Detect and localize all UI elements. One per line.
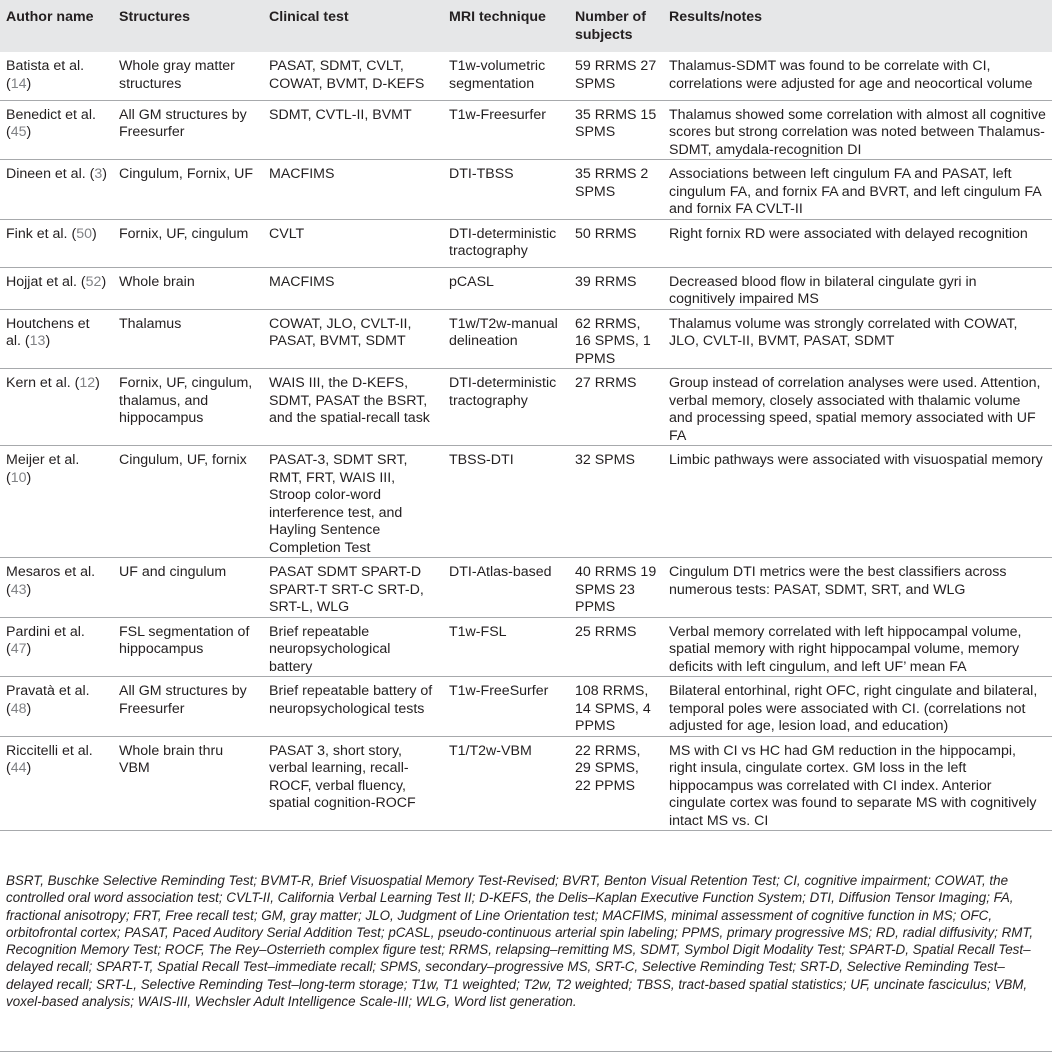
header-row: [0, 0, 1052, 52]
clinical-test-cell: WAIS III, the D-KEFS, SDMT, PASAT the BSRT, and the spatial-recall task: [269, 375, 430, 426]
author-name: Dineen et al.: [6, 166, 86, 182]
reference-link[interactable]: 14: [10, 75, 27, 92]
results-cell: Decreased blood flow in bilateral cingulate gyri in cognitively impaired MS: [669, 273, 977, 307]
table-row: [0, 617, 1052, 677]
clinical-test-cell: SDMT, CVTL-II, BVMT: [269, 106, 412, 123]
subjects-cell: 35 RRMS 2 SPMS: [575, 166, 649, 200]
table-row: [0, 558, 1052, 618]
author-cell: Pravatà et al. (48): [6, 683, 90, 717]
header-results: Results/notes: [669, 9, 763, 25]
table-row: [0, 52, 1052, 100]
structures-cell: Thalamus: [119, 315, 182, 332]
author-cell: Dineen et al. (3): [6, 166, 107, 182]
reference-link[interactable]: 43: [10, 581, 27, 598]
results-cell: MS with CI vs HC had GM reduction in the hippocampi, right insula, cingulate cortex. GM loss in the left hippocampus was correlated with CI index. Anterior cingulate cortex was found to separate MS with cognitively intact MS vs. CI: [669, 742, 1037, 829]
structures-cell: Fornix, UF, cingulum: [119, 225, 249, 242]
clinical-test-cell: PASAT, SDMT, CVLT, COWAT, BVMT, D-KEFS: [269, 58, 425, 92]
reference-link[interactable]: 3: [94, 166, 103, 182]
author-cell: Fink et al. (50): [6, 225, 97, 242]
clinical-test-cell: Brief repeatable battery of neuropsychological tests: [269, 683, 433, 717]
author-name: Houtchens et al.: [6, 315, 90, 349]
structures-cell: Cingulum, Fornix, UF: [119, 166, 254, 182]
subjects-cell: 108 RRMS, 14 SPMS, 4 PPMS: [575, 683, 651, 734]
author-name: Hojjat et al.: [6, 273, 77, 290]
author-name: Mesaros et al.: [6, 564, 96, 580]
subjects-cell: 22 RRMS, 29 SPMS, 22 PPMS: [575, 742, 641, 794]
reference-link[interactable]: 45: [10, 124, 27, 140]
author-name: Meijer et al.: [6, 452, 80, 468]
header-mri-technique: MRI technique: [449, 9, 546, 25]
mri-technique-cell: T1w/T2w-manual delineation: [449, 315, 558, 349]
author-name: Fink et al.: [6, 225, 68, 242]
reference-link[interactable]: 44: [10, 760, 27, 776]
structures-cell: All GM structures by Freesurfer: [119, 683, 247, 717]
table-row: [0, 309, 1052, 369]
results-cell: Limbic pathways were associated with visuospatial memory: [669, 452, 1043, 468]
subjects-cell: 59 RRMS 27 SPMS: [575, 58, 657, 92]
clinical-test-cell: Brief repeatable neuropsychological battery: [269, 623, 391, 675]
reference-link[interactable]: 52: [85, 273, 102, 290]
table-row: [0, 267, 1052, 309]
mri-technique-cell: DTI-deterministic tractography: [449, 375, 557, 409]
subjects-cell: 62 RRMS, 16 SPMS, 1 PPMS: [575, 315, 651, 367]
results-cell: Group instead of correlation analyses were used. Attention, verbal memory, closely associated with thalamic volume and processing speed, spatial memory associated with UF FA: [669, 375, 1041, 444]
author-cell: Meijer et al. (10): [6, 452, 80, 486]
author-cell: Riccitelli et al. (44): [6, 742, 93, 776]
results-cell: Thalamus showed some correlation with almost all cognitive scores but strong correlation was noted between Thalamus-SDMT, amydala-recognition DI: [669, 106, 1046, 158]
author-name: Pravatà et al.: [6, 683, 90, 699]
table-footnote: BSRT, Buschke Selective Reminding Test; BVMT-R, Brief Visuospatial Memory Test-Revised; BVRT, Benton Visual Retention Test; CI, cognitive impairment; COWAT, the controlled oral word association test; CVLT-II, California Verbal Learning Test II; D-KEFS, the Delis–Kaplan Executive Function System; DTI, Diffusion Tensor Imaging; FA, fractional anisotropy; FRT, Free recall test; GM, gray matter; JLO, Judgment of Line Orientation test; MACFIMS, minimal assessment of cognitive function in MS; OFC, orbitofrontal cortex; PASAT, Paced Auditory Serial Addition Test; pCASL, pseudo-continuous arterial spin labeling; PPMS, primary progressive MS; RD, radial diffusivity; RMT, Recognition Memory Test; ROCF, The Rey–Osterrieth complex figure test; RRMS, relapsing–remitting MS, SDMT, Symbol Digit Modality Test; SPART-D, Spatial Recall Test–delayed recall; SPART-T, Spatial Recall Test–immediate recall; SPMS, secondary–progressive MS, SRT-C, Selective Reminding Test; SRT-D, Selective Reminding Test–delayed recall; SRT-L, Selective Reminding Test–long-term storage; T1w, T1 weighted; T2w, T2 weighted; TBSS, tract-based spatial statistics; UF, uncinate fasciculus; VBM, voxel-based analysis; WAIS-III, Wechsler Adult Intelligence Scale-III; WLG, Word list generation.: [6, 873, 1034, 1010]
author-cell: Mesaros et al. (43): [6, 564, 96, 598]
clinical-test-cell: MACFIMS: [269, 273, 335, 290]
subjects-cell: 32 SPMS: [575, 452, 635, 468]
mri-technique-cell: DTI-deterministic tractography: [449, 225, 557, 259]
structures-cell: Whole brain: [119, 273, 195, 290]
header-subjects: Number of subjects: [575, 9, 646, 43]
clinical-test-cell: PASAT SDMT SPART-D SPART-T SRT-C SRT-D, SRT-L, WLG: [269, 564, 424, 615]
mri-technique-cell: T1w-Freesurfer: [449, 106, 546, 123]
subjects-cell: 35 RRMS 15 SPMS: [575, 106, 657, 140]
mri-technique-cell: T1w-FSL: [449, 623, 507, 640]
results-cell: Thalamus volume was strongly correlated with COWAT, JLO, CVLT-II, BVMT, PASAT, SDMT: [669, 315, 1018, 349]
author-name: Riccitelli et al.: [6, 742, 93, 759]
mri-technique-cell: T1w-volumetric segmentation: [449, 58, 546, 92]
author-cell: Kern et al. (12): [6, 375, 100, 391]
reference-link[interactable]: 12: [79, 375, 96, 391]
results-cell: Right fornix RD were associated with delayed recognition: [669, 225, 1028, 242]
subjects-cell: 27 RRMS: [575, 375, 637, 391]
table-row: [0, 100, 1052, 160]
header-structures: Structures: [119, 9, 190, 25]
reference-link[interactable]: 10: [10, 469, 27, 486]
mri-technique-cell: T1/T2w-VBM: [449, 742, 532, 759]
author-name: Kern et al.: [6, 375, 71, 391]
results-cell: Associations between left cingulum FA and PASAT, left cingulum FA, and fornix FA and BVRT, and left cingulum FA and fornix FA CVLT-II: [669, 166, 1041, 217]
table-row: [0, 446, 1052, 558]
structures-cell: Whole gray matter structures: [119, 58, 235, 92]
mri-technique-cell: T1w-FreeSurfer: [449, 683, 549, 699]
structures-cell: Whole brain thru VBM: [119, 742, 224, 776]
table-row: [0, 677, 1052, 737]
clinical-test-cell: COWAT, JLO, CVLT-II, PASAT, BVMT, SDMT: [269, 315, 412, 349]
table-row: [0, 160, 1052, 220]
mri-technique-cell: pCASL: [449, 273, 494, 290]
structures-cell: FSL segmentation of hippocampus: [119, 623, 250, 657]
author-cell: Batista et al. (14): [6, 58, 85, 92]
author-cell: Benedict et al. (45): [6, 106, 96, 140]
structures-cell: All GM structures by Freesurfer: [119, 106, 247, 140]
reference-link[interactable]: 50: [76, 225, 92, 242]
author-cell: Hojjat et al. (52): [6, 273, 107, 290]
reference-link[interactable]: 48: [10, 700, 27, 717]
structures-cell: Fornix, UF, cingulum, thalamus, and hippocampus: [119, 375, 253, 426]
author-name: Benedict et al.: [6, 106, 96, 123]
results-cell: Thalamus-SDMT was found to be correlate with CI, correlations were adjusted for age and neocortical volume: [669, 58, 1033, 92]
author-name: Pardini et al.: [6, 623, 85, 640]
clinical-test-cell: PASAT-3, SDMT SRT, RMT, FRT, WAIS III, Stroop color-word interference test, and Hayling Sentence Completion Test: [269, 452, 408, 556]
results-cell: Bilateral entorhinal, right OFC, right cingulate and bilateral, temporal poles were associated with CI. (correlations not adjusted for age, lesion load, and education): [669, 683, 1038, 734]
results-cell: Cingulum DTI metrics were the best classifiers across numerous tests: PASAT, SDMT, SRT, and WLG: [669, 564, 1007, 598]
structures-cell: UF and cingulum: [119, 564, 227, 580]
mri-technique-cell: DTI-TBSS: [449, 166, 514, 182]
results-cell: Verbal memory correlated with left hippocampal volume, spatial memory with right hippocampal volume, memory deficits with left cingulum, and left UF’ mean FA: [669, 623, 1022, 675]
mri-technique-cell: DTI-Atlas-based: [449, 564, 552, 580]
subjects-cell: 39 RRMS: [575, 273, 637, 290]
author-cell: Pardini et al. (47): [6, 623, 85, 657]
reference-link[interactable]: 47: [10, 641, 27, 657]
header-clinical-test: Clinical test: [269, 9, 349, 25]
reference-link[interactable]: 13: [29, 333, 46, 349]
subjects-cell: 50 RRMS: [575, 225, 637, 242]
clinical-test-cell: CVLT: [269, 225, 305, 242]
header-author: Author name: [6, 9, 94, 25]
table-row: [0, 369, 1052, 446]
author-cell: Houtchens et al. (13): [6, 315, 90, 349]
mri-technique-cell: TBSS-DTI: [449, 452, 514, 468]
subjects-cell: 25 RRMS: [575, 623, 637, 640]
clinical-test-cell: MACFIMS: [269, 166, 335, 182]
clinical-test-cell: PASAT 3, short story, verbal learning, recall-ROCF, verbal fluency, spatial cognition-ROCF: [269, 742, 416, 811]
author-name: Batista et al.: [6, 58, 85, 74]
table-row: [0, 736, 1052, 831]
structures-cell: Cingulum, UF, fornix: [119, 452, 247, 468]
subjects-cell: 40 RRMS 19 SPMS 23 PPMS: [575, 564, 657, 615]
table-row: [0, 219, 1052, 267]
